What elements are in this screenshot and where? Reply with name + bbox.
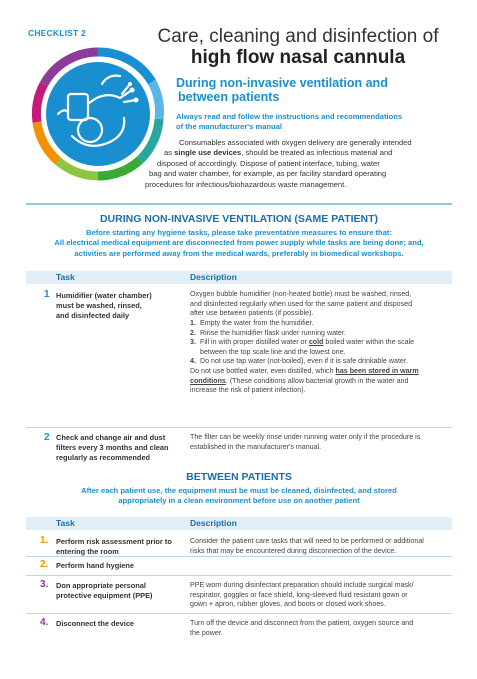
step-number: 4. — [190, 357, 196, 366]
section1-intro-line1: Before starting any hygiene tasks, please take preventative measures to ensure that: — [86, 228, 392, 237]
section1-table-header — [26, 271, 452, 284]
checklist-tag: CHECKLIST 2 — [28, 28, 86, 38]
section1-intro-line2: All electrical medical equipment are disconnected from power supply while tasks are being done; and, — [54, 238, 424, 248]
intro-line2c: , should be treated as infectious material and — [241, 148, 393, 158]
page-title-line1: Care, cleaning and disinfection of — [157, 26, 439, 47]
section2-row1-task-line2: entering the room — [56, 546, 119, 556]
sub-title — [176, 76, 396, 105]
manufacturer-note-line2: of the manufacturer's manual — [176, 122, 283, 132]
section1-row1-task-line3: and disinfected daily — [56, 310, 130, 320]
section1-intro-line3: activities are performed away from the medical wards, preferably in biomedical workshops. — [74, 248, 404, 258]
section2-col-task: Task — [56, 518, 75, 528]
wheel-segment-lightblue — [152, 82, 159, 119]
step-item — [190, 319, 452, 329]
section1-row2-description — [190, 433, 452, 452]
section1-row2-task-line2: filters every 3 months and clean — [56, 442, 169, 452]
section2-row3-desc-line2: respirator, goggles or face shield, long-sleeved fluid resistant gown or — [190, 590, 408, 599]
intro-line5: procedures for infectious/biohazardous waste management. — [145, 179, 347, 189]
page-title — [128, 27, 468, 68]
after-text-emphasis: conditions — [190, 376, 226, 385]
intro-line1: Consumables associated with oxygen delivery are generally intended — [179, 138, 412, 147]
step-number: 3. — [190, 338, 196, 347]
sub-title-line1: During non-invasive ventilation and — [176, 76, 388, 90]
step-item — [190, 338, 452, 357]
sub-title-line2: between patients — [178, 90, 280, 105]
intro-line2a: as — [164, 148, 175, 158]
wheel-segment-magenta — [36, 84, 44, 122]
row-divider — [26, 575, 452, 576]
section1-row1-task-line1: Humidifier (water chamber) — [56, 291, 152, 300]
equipment-illustration — [28, 44, 168, 184]
section1-title: DURING NON-INVASIVE VENTILATION (SAME PATIENT) — [99, 213, 379, 225]
section2-intro-line2: appropriately in a clean environment before use on another patient — [118, 496, 360, 506]
step-text: Empty the water from the humidifier. — [200, 318, 314, 327]
intro-line2-emphasis: single use devices — [174, 148, 242, 158]
section1-row1-task — [56, 291, 186, 321]
section1-row2-number: 2 — [44, 432, 50, 443]
manufacturer-note — [176, 112, 456, 133]
section2-row3-description — [190, 581, 452, 610]
section2-row4-description — [190, 619, 452, 638]
section1-row1-after-line3: increase the risk of patient infection). — [190, 386, 306, 395]
section2-col-description: Description — [190, 518, 237, 528]
section2-row4-task-line1: Disconnect the device — [56, 619, 135, 628]
intro-line4: bag and water chamber, for example, as per facility standard operating — [149, 169, 387, 179]
step-number: 2. — [190, 328, 196, 337]
section2-row1-number: 1. — [40, 535, 49, 546]
section1-row1-desc-line1: Oxygen bubble humidifier (non-heated bottle) must be washed, rinsed, — [190, 290, 412, 298]
section2-row1-desc-line1: Consider the patient care tasks that will need to be performed or additional — [190, 537, 424, 545]
section1-row1-number: 1 — [44, 289, 50, 300]
section1-row2-desc-line1: The filter can be weekly rinse under running water only if the procedure is — [190, 433, 421, 441]
section2-row3-desc-line1: PPE worn during disinfectant preparation should include surgical mask/ — [190, 581, 414, 589]
section2-row1-task-line1: Perform risk assessment prior to — [56, 537, 172, 546]
section2-row3-task-line2: protective equipment (PPE) — [56, 590, 153, 600]
intro-line3: disposed of accordingly. Dispose of patient interface, tubing, water — [157, 158, 380, 168]
intro-paragraph — [145, 138, 460, 190]
step-item — [190, 357, 452, 367]
section1-row1-after-line1 — [190, 367, 452, 377]
section2-table-header — [26, 517, 452, 530]
row-divider — [26, 427, 452, 428]
section1-row2-desc-line2: established in the manufacturer's manual. — [190, 442, 322, 451]
section2-row3-number: 3. — [40, 579, 49, 590]
section2-title: BETWEEN PATIENTS — [186, 471, 292, 483]
row-divider — [26, 613, 452, 614]
section1-col-description: Description — [190, 272, 237, 282]
step-text: between the top scale line and the lowest one. — [200, 347, 346, 356]
section1-row2-task — [56, 433, 190, 463]
step-text: boiled water within the scale — [323, 338, 415, 347]
section2-row2-number: 2. — [40, 559, 49, 570]
section1-row1-after-line2 — [190, 377, 452, 387]
section2-intro-line1: After each patient use, the equipment must be must be cleaned, disinfected, and stored — [81, 486, 397, 495]
step-item — [190, 329, 452, 339]
section1-row1-description — [190, 290, 452, 396]
section1-intro — [26, 228, 452, 259]
after-text: Do not use bottled water, even distilled, which — [190, 367, 336, 376]
section2-row4-number: 4. — [40, 617, 49, 628]
section2-row2-task-line1: Perform hand hygiene — [56, 561, 135, 570]
section2-row2-task — [56, 561, 190, 571]
page-title-line2: high flow nasal cannula — [190, 46, 406, 68]
after-text: . (These conditions allow bacterial growth in the water and — [225, 376, 409, 385]
section2-row3-task-line1: Don appropriate personal — [56, 581, 146, 590]
section2-row4-desc-line2: the power. — [190, 628, 223, 637]
step-text: Do not use tap water (not-boiled), even if it is safe drinkable water. — [200, 357, 408, 366]
section2-row3-task — [56, 581, 190, 601]
section2-row4-task — [56, 619, 190, 629]
step-text: Fill in with proper distilled water or — [200, 338, 309, 347]
section1-row1-steps — [190, 319, 452, 367]
section2-intro — [26, 486, 452, 507]
section1-row1-desc-line3: after use between patients (if possible). — [190, 309, 314, 318]
section1-col-task: Task — [56, 272, 75, 282]
section2-row1-task — [56, 537, 190, 557]
manufacturer-note-line1: Always read and follow the instructions and recommendations — [176, 112, 403, 121]
section1-row2-task-line3: regularly as recommended — [56, 452, 151, 462]
section1-row2-task-line1: Check and change air and dust — [56, 433, 166, 442]
section-divider — [26, 203, 452, 205]
step-text: Rinse the humidifier flask under running water. — [200, 328, 346, 337]
step-number: 1. — [190, 318, 196, 327]
section2-row1-description — [190, 537, 452, 556]
step-text-emphasis: cold — [308, 338, 324, 347]
section2-row1-desc-line2: risks that may be encountered during disconnection of the device. — [190, 546, 397, 555]
intro-line2 — [164, 148, 460, 158]
section1-row1-task-line2: must be washed, rinsed, — [56, 300, 142, 310]
section1-row1-desc-line2: and disinfected regularly when used for the same patient and disposed — [190, 299, 413, 308]
after-text-emphasis: has been stored in warm — [335, 367, 419, 376]
row-divider — [26, 556, 452, 557]
section2-row4-desc-line1: Turn off the device and disconnect from the patient, oxygen source and — [190, 619, 414, 627]
section2-row3-desc-line3: gown + apron, rubber gloves, and boots or closed work shoes. — [190, 600, 386, 609]
